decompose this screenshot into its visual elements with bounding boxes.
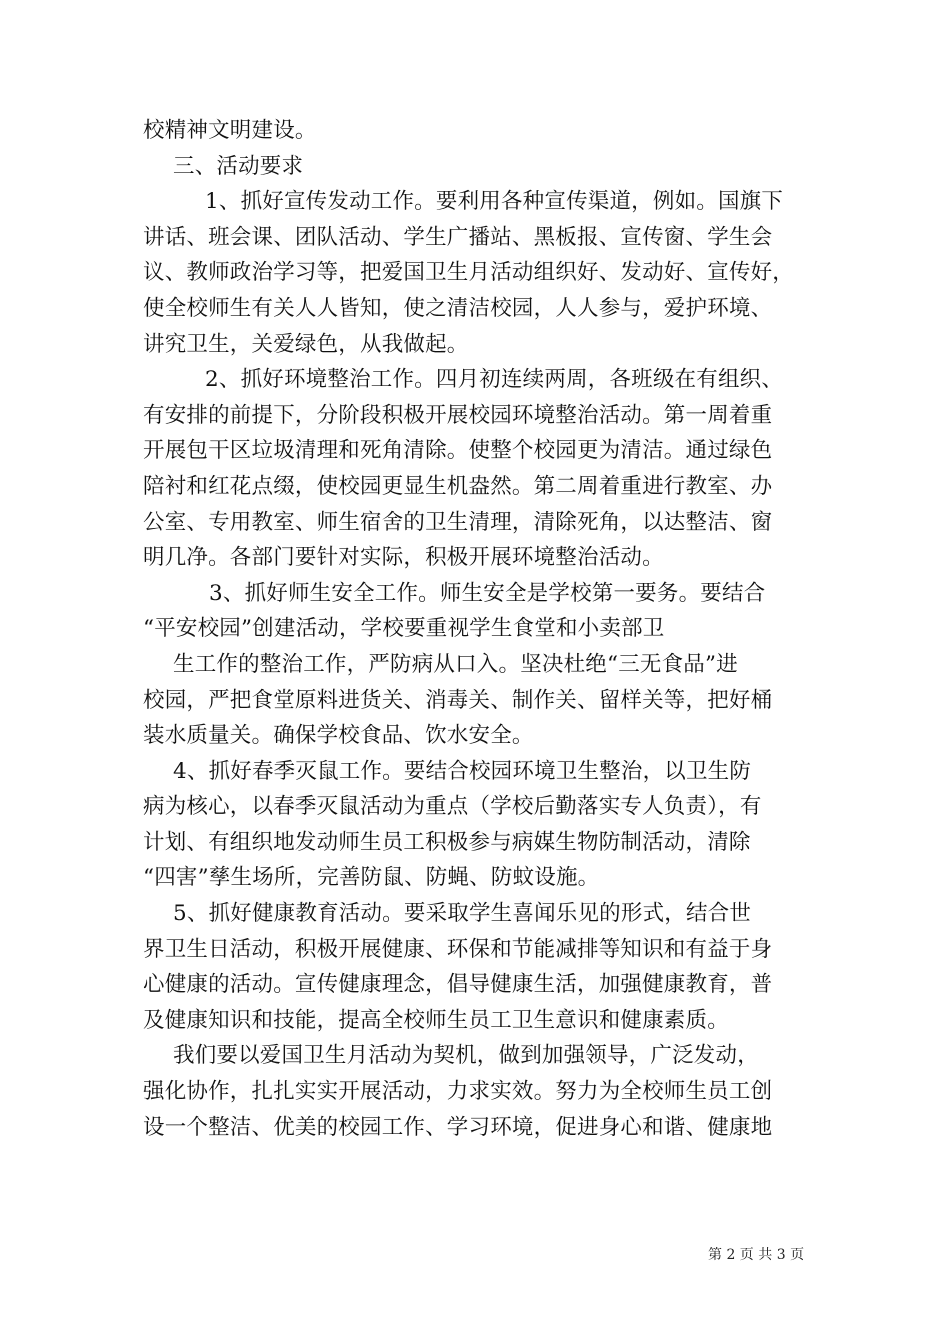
body-line: 4、抓好春季灭鼠工作。要结合校园环境卫生整治，以卫生防 bbox=[173, 758, 752, 784]
body-line: 讲究卫生，关爱绿色，从我做起。 bbox=[143, 331, 469, 357]
body-line: 设一个整洁、优美的校园工作、学习环境，促进身心和谐、健康地 bbox=[143, 1114, 773, 1140]
body-line: 1、抓好宣传发动工作。要利用各种宣传渠道，例如。国旗下 bbox=[205, 189, 784, 215]
body-line: “平安校园”创建活动，学校要重视学生食堂和小卖部卫 bbox=[143, 616, 665, 642]
body-line: 我们要以爱国卫生月活动为契机，做到加强领导，广泛发动， bbox=[173, 1043, 759, 1069]
body-line: 议、教师政治学习等，把爱国卫生月活动组织好、发动好、宣传好， bbox=[143, 260, 795, 286]
body-line: 校精神文明建设。 bbox=[143, 118, 317, 143]
body-line: 病为核心，以春季灭鼠活动为重点（学校后勤落实专人负责），有 bbox=[143, 794, 762, 820]
body-line: “四害”孳生场所，完善防鼠、防蝇、防蚊设施。 bbox=[143, 865, 600, 891]
body-line: 公室、专用教室、师生宿舍的卫生清理，清除死角，以达整洁、窗 bbox=[143, 509, 773, 535]
body-line: 界卫生日活动，积极开展健康、环保和节能减排等知识和有益于身 bbox=[143, 936, 773, 962]
body-line: 生工作的整治工作，严防病从口入。坚决杜绝“三无食品”进 bbox=[173, 651, 738, 677]
body-line: 明几净。各部门要针对实际，积极开展环境整治活动。 bbox=[143, 545, 664, 571]
page-number-footer: 第 2 页 共 3 页 bbox=[708, 1247, 805, 1263]
body-line: 校园，严把食堂原料进货关、消毒关、制作关、留样关等，把好桶 bbox=[143, 687, 773, 713]
body-line: 心健康的活动。宣传健康理念，倡导健康生活，加强健康教育，普 bbox=[143, 972, 773, 998]
document-body bbox=[143, 113, 823, 1145]
section-heading: 三、活动要求 bbox=[173, 153, 304, 179]
body-line: 强化协作，扎扎实实开展活动，力求实效。努力为全校师生员工创 bbox=[143, 1079, 773, 1105]
body-line: 讲话、班会课、团队活动、学生广播站、黑板报、宣传窗、学生会 bbox=[143, 224, 773, 250]
body-line: 有安排的前提下，分阶段积极开展校园环境整治活动。第一周着重 bbox=[143, 402, 773, 428]
body-line: 及健康知识和技能，提高全校师生员工卫生意识和健康素质。 bbox=[143, 1007, 729, 1033]
body-line: 3、抓好师生安全工作。师生安全是学校第一要务。要结合 bbox=[209, 580, 766, 606]
body-line: 开展包干区垃圾清理和死角清除。使整个校园更为清洁。通过绿色 bbox=[143, 438, 773, 464]
body-line: 计划、有组织地发动师生员工积极参与病媒生物防制活动，清除 bbox=[143, 829, 751, 855]
body-line: 5、抓好健康教育活动。要采取学生喜闻乐见的形式，结合世 bbox=[173, 901, 752, 927]
body-line: 装水质量关。确保学校食品、饮水安全。 bbox=[143, 723, 534, 749]
body-line: 陪衬和红花点缀，使校园更显生机盎然。第二周着重进行教室、办 bbox=[143, 473, 773, 499]
body-line: 使全校师生有关人人皆知，使之清洁校园，人人参与，爱护环境、 bbox=[143, 295, 773, 321]
body-line: 2、抓好环境整治工作。四月初连续两周，各班级在有组织、 bbox=[205, 367, 784, 393]
